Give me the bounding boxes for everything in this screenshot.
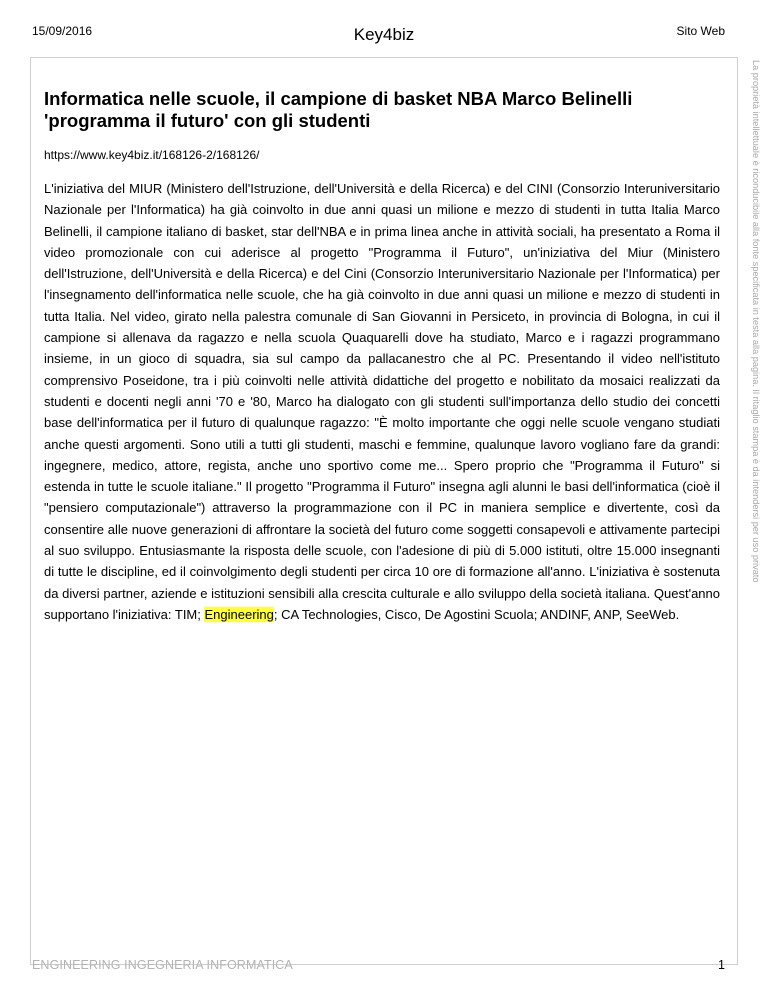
header-source-name: Key4biz <box>353 25 415 44</box>
article-url[interactable]: https://www.key4biz.it/168126-2/168126/ <box>44 148 260 162</box>
article-title: Informatica nelle scuole, il campione di basket NBA Marco Belinelli 'programma il futuro' con gli studenti <box>44 88 633 131</box>
header-source-type: Sito Web <box>676 24 725 38</box>
article-body <box>44 178 720 625</box>
copyright-side-note-text: La proprietà intellettuale è riconducibile alla fonte specificata in testa alla pagina. Il ritaglio stampa è da intendersi per uso privato <box>751 60 761 583</box>
article-body-text: L'iniziativa del MIUR (Ministero dell'Istruzione, dell'Università e della Ricerca) e del CINI (Consorzio Interuniversitario Nazionale per l'Informatica) ha già coinvolto in due anni quasi un milione e mezzo di studenti in tutta Italia Marco Belinelli, il campione italiano di basket, star dell'NBA e in prima linea anche in attività sociali, ha presentato a Roma il video promozionale con cui aderisce al progetto "Programma il Futuro", un'iniziativa del Miur (Ministero dell'Istruzione, dell'Università e della Ricerca) e del Cini (Consorzio Interuniversitario Nazionale per l'Informatica) per l'insegnamento dell'informatica nelle scuole, che ha già coinvolto in due anni quasi un milione e mezzo di studenti in tutta Italia. Nel video, girato nella palestra comunale di San Giovanni in Persiceto, in provincia di Bologna, in cui il campione si allenava da ragazzo e nella scuola Quaquarelli dove ha studiato, Marco e i ragazzi programmano insieme, in un gioco di squadra, sia sul campo da pallacanestro che al PC. Presentando il video nell'istituto comprensivo Poseidone, tra i più coinvolti nelle attività didattiche del progetto e nobilitato da mosaici realizzati da studenti e docenti negli anni '70 e '80, Marco ha dialogato con gli studenti sull'importanza dello studio dei concetti base dell'informatica per il futuro di qualunque ragazzo: "È molto importante che oggi nelle scuole vengano studiati anche questi argomenti. Sono utili a tutti gli studenti, maschi e femmine, qualunque lavoro vogliano fare da grandi: ingegnere, medico, attore, regista, anche uno sportivo come me... Spero proprio che "Programma il Futuro" si estenda in tutte le scuole italiane." Il progetto "Programma il Futuro" insegna agli alunni le basi dell'informatica (cioè il "pensiero computazionale") attraverso la programmazione con il PC in maniera semplice e divertente, così da consentire alle nuove generazioni di affrontare la società del futuro come soggetti consapevoli e attivamente partecipi al suo sviluppo. Entusiasmante la risposta delle scuole, con l'adesione di più di 5.000 istituti, oltre 15.000 insegnanti di tutte le discipline, ed il coinvolgimento degli studenti per circa 10 ore di formazione all'anno. L'iniziativa è sostenuta da diversi partner, aziende e istituzioni sensibili alla crescita culturale e allo sviluppo della società italiana. Quest'anno supportano l'iniziativa: TIM; <box>44 181 720 622</box>
article-content <box>44 88 720 625</box>
article-body-text-end: ; CA Technologies, Cisco, De Agostini Scuola; ANDINF, ANP, SeeWeb. <box>273 606 680 622</box>
copyright-side-note <box>751 60 761 600</box>
header-date: 15/09/2016 <box>32 24 93 38</box>
page-number: 1 <box>718 958 725 972</box>
footer-brand: ENGINEERING INGEGNERIA INFORMATICA <box>32 958 293 972</box>
highlighted-term: Engineering <box>204 606 274 622</box>
